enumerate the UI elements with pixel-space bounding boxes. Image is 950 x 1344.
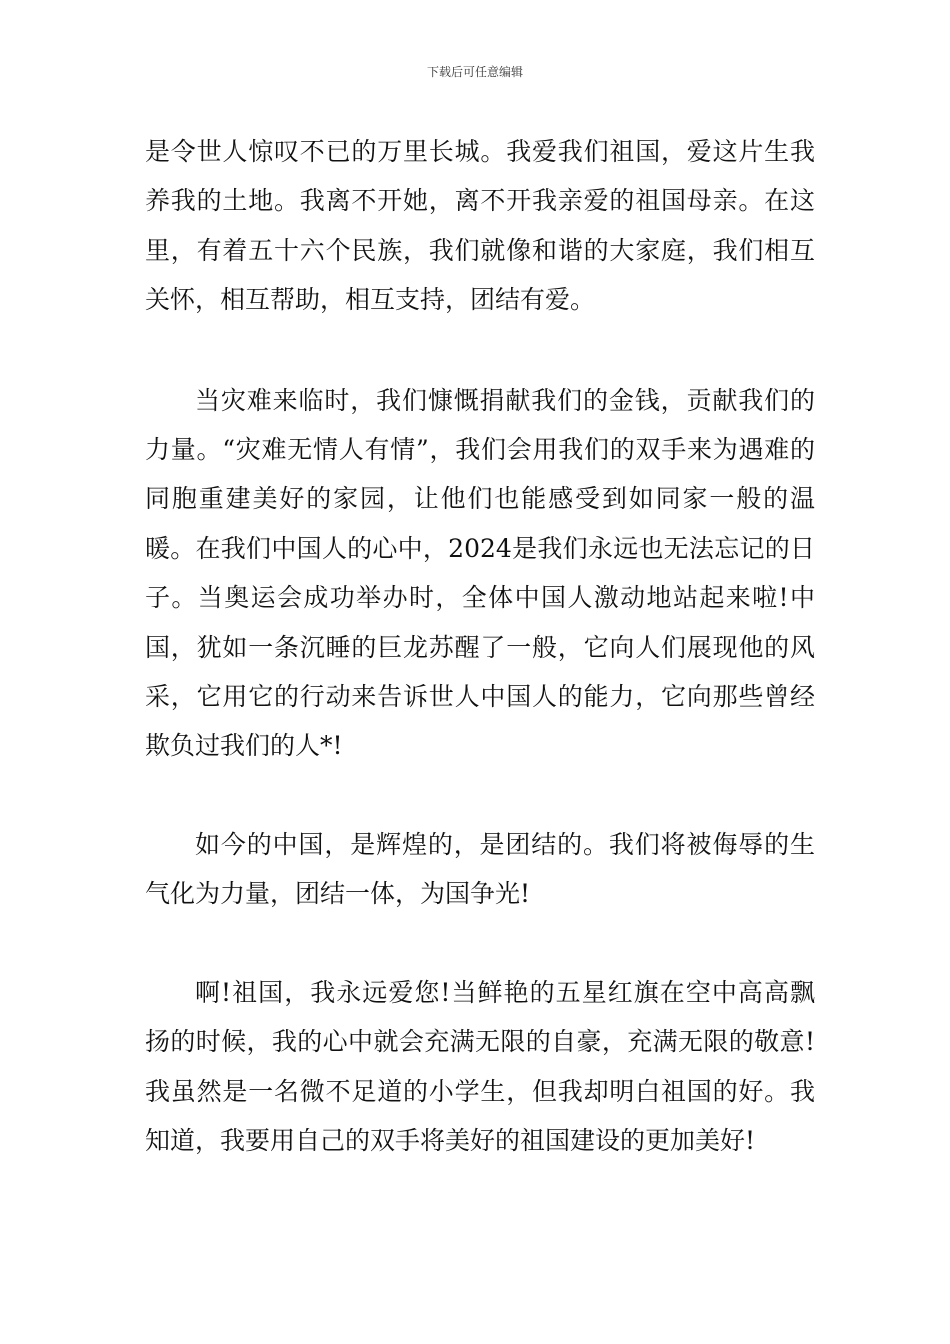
document-body	[145, 127, 815, 1165]
paragraph-1: 是令世人惊叹不已的万里长城。我爱我们祖国，爱这片生我养我的土地。我离不开她，离不开我亲爱的祖国母亲。在这里，有着五十六个民族，我们就像和谐的大家庭，我们相互关怀，相互帮助，相互支持，团结有爱。	[145, 137, 815, 315]
paragraph-4: 啊!祖国，我永远爱您!当鲜艳的五星红旗在空中高高飘扬的时候，我的心中就会充满无限的自豪，充满无限的敬意!我虽然是一名微不足道的小学生，但我却明白祖国的好。我知道，我要用自己的双手将美好的祖国建设的更加美好!	[145, 977, 815, 1155]
page-header: 下载后可任意编辑	[426, 65, 523, 79]
paragraph-3: 如今的中国，是辉煌的，是团结的。我们将被侮辱的生气化为力量，团结一体，为国争光!	[145, 829, 815, 909]
paragraph-2: 当灾难来临时，我们慷慨捐献我们的金钱，贡献我们的力量。“灾难无情人有情”，我们会用我们的双手来为遇难的同胞重建美好的家园，让他们也能感受到如同家一般的温暖。在我们中国人的心中，2024是我们永远也无法忘记的日子。当奥运会成功举办时，全体中国人激动地站起来啦!中国，犹如一条沉睡的巨龙苏醒了一般，它向人们展现他的风采，它用它的行动来告诉世人中国人的能力，它向那些曾经欺负过我们的人*!	[145, 385, 815, 761]
